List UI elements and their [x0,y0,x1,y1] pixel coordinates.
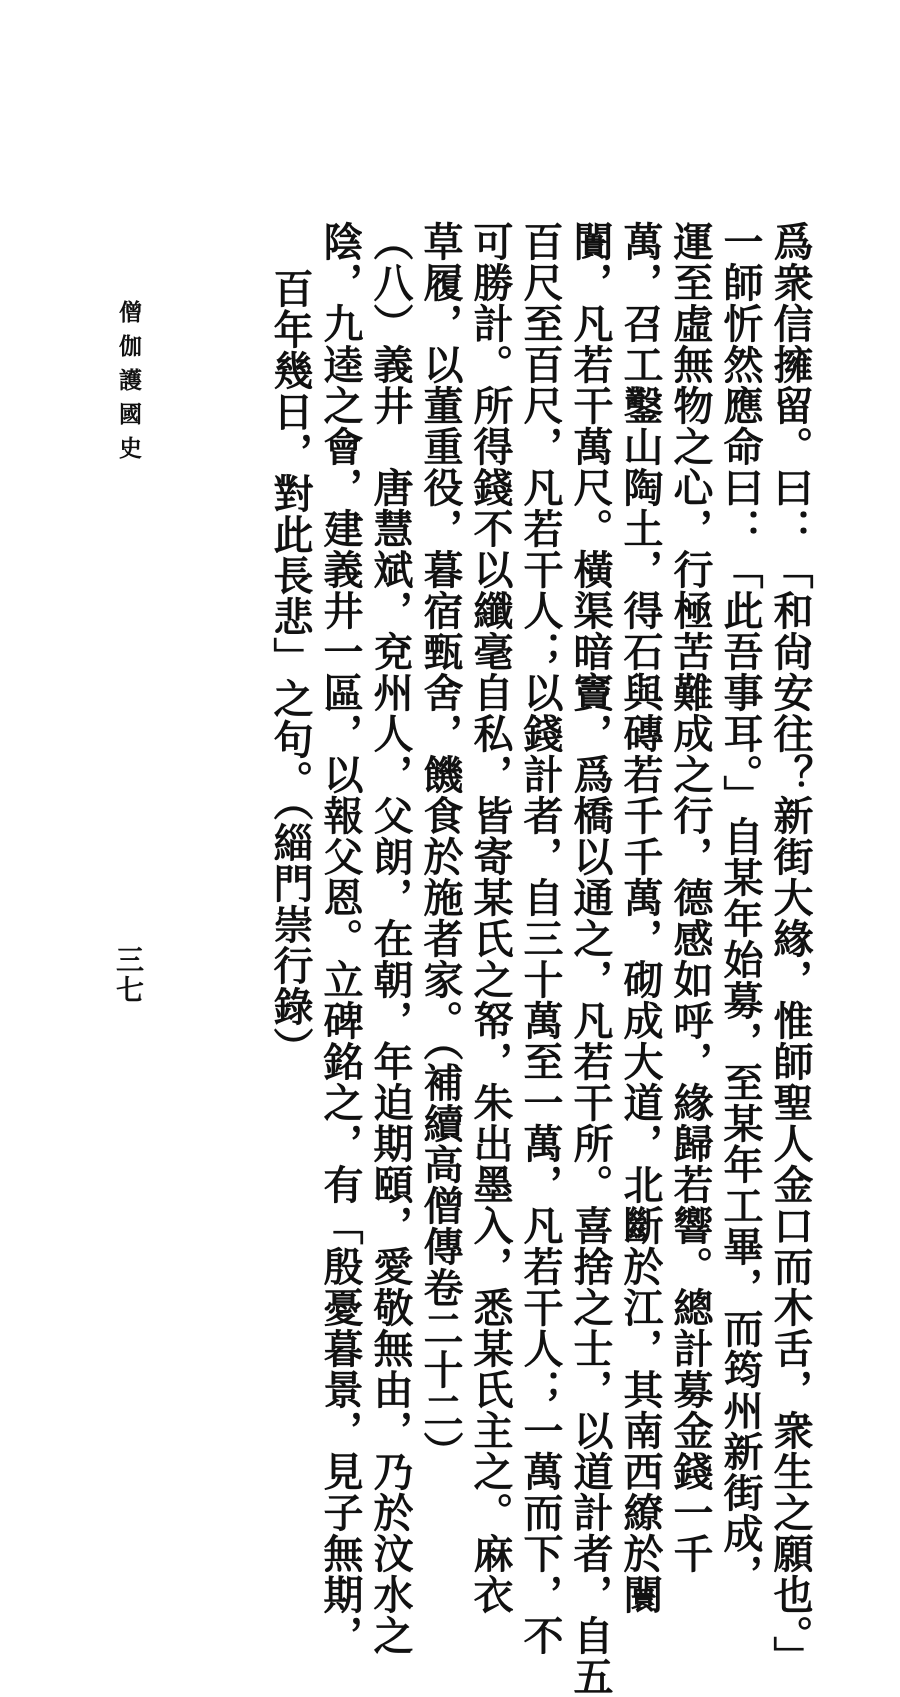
text-column-7: 可勝計。所得錢不以纖毫自私，皆寄某氏之帑，朱出墨入，悉某氏主之。麻衣 [467,221,514,1615]
text-column-4: 萬，召工鑿山陶土，得石與磚若千千萬，砌成大道，北斷於江，其南西繚於闤 [617,221,664,1615]
text-column-10: 陰，九逵之會，建義井一區，以報父恩。立碑銘之，有「殷憂暮景，見子無期， [317,221,364,1656]
text-column-5: 闠，凡若干萬尺。橫渠暗竇，爲橋以通之，凡若干所。喜捨之士，以道計者，自五 [567,221,614,1697]
text-column-1: 爲衆信擁留。曰：「和尙安往？新街大緣，惟師聖人金口而木舌，衆生之願也。」 [767,221,814,1677]
text-column-8: 草履，以董重役，暮宿甄舍，饑食於施者家。（補續高僧傳卷二十二） [417,221,464,1472]
text-column-3: 運至虛無物之心，行極苦難成之行，德感如呼，緣歸若響。總計募金錢一千 [667,221,714,1574]
text-column-9: （八）義井 唐慧斌，兗州人，父朗，在朝，年迫期頤，愛敬無由，乃於汶水之 [367,221,414,1656]
text-column-11: 百年幾日，對此長悲」之句。（緇門崇行錄） [267,268,314,1068]
text-column-6: 百尺至百尺，凡若干人；以錢計者，自三十萬至一萬，凡若干人；一萬而下，不 [517,221,564,1656]
page-number: 三七 [112,945,145,1005]
text-column-2: 一師忻然應命曰：「此吾事耳。」自某年始募，至某年工畢，而筠州新街成， [717,221,764,1595]
running-head-title: 僧伽護國史 [115,300,142,470]
